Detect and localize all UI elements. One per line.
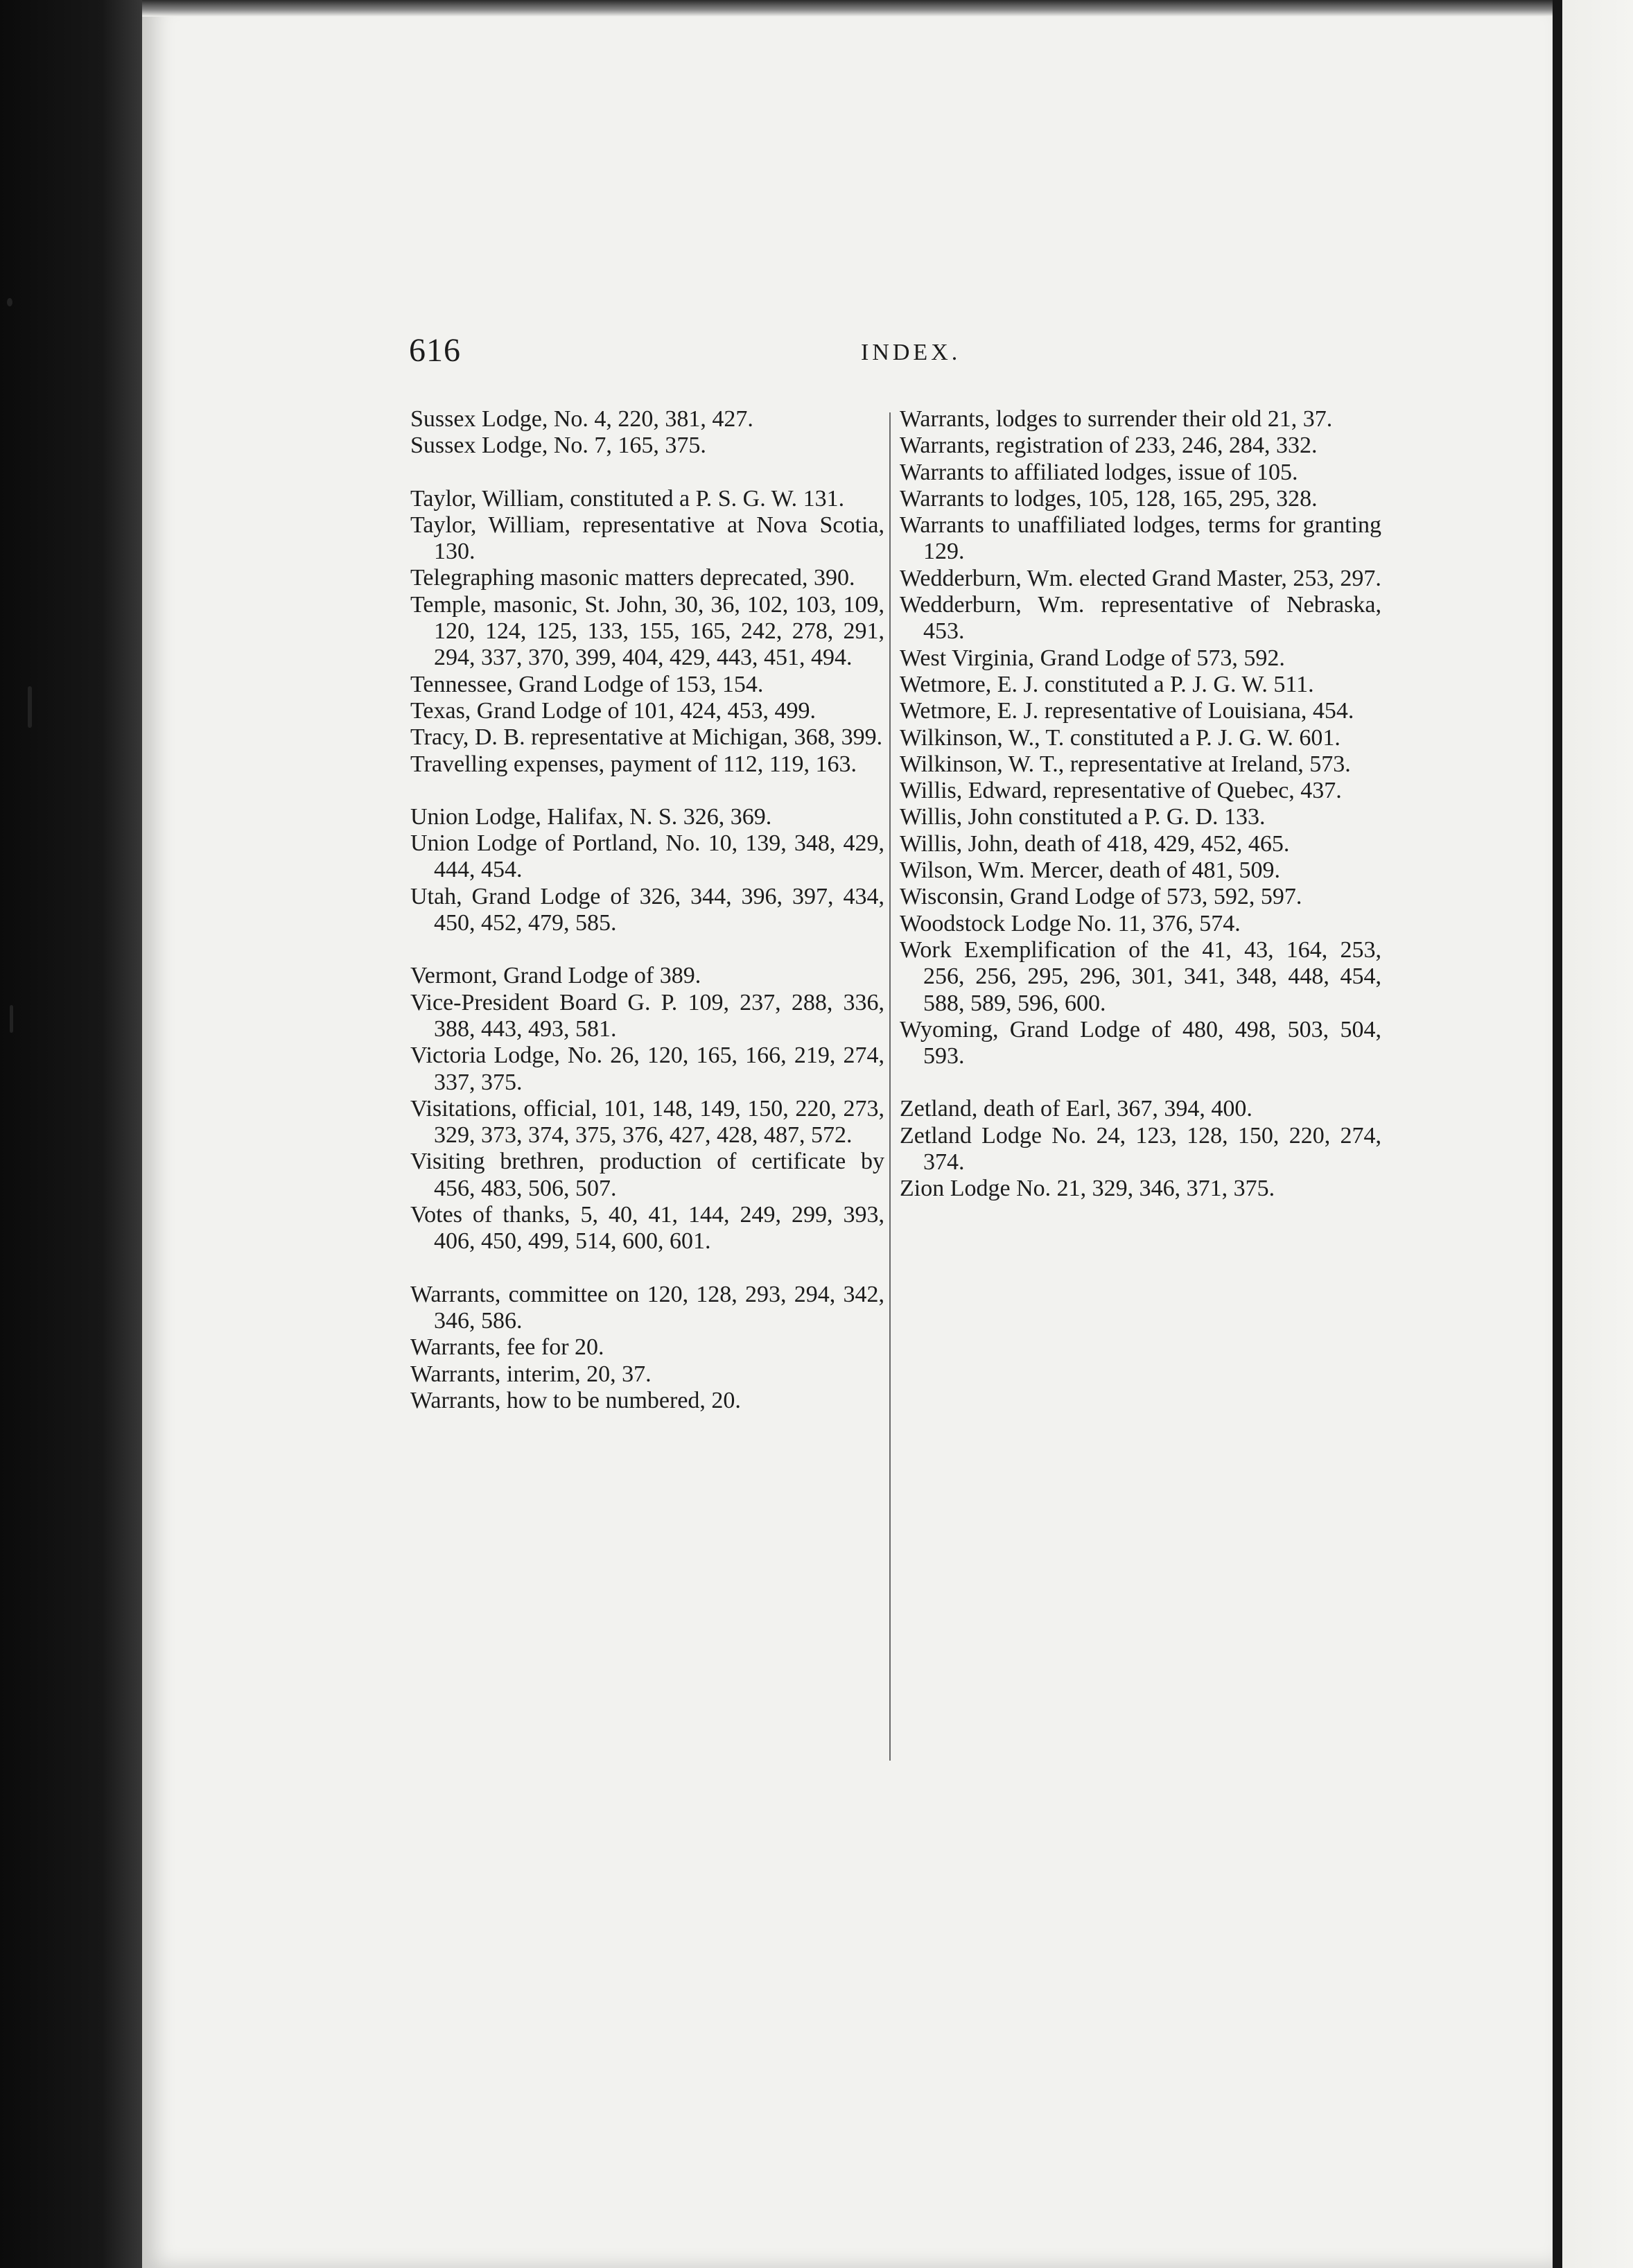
index-entry: Wilson, Wm. Mercer, death of 481, 509.	[900, 857, 1281, 884]
index-entry: Temple, masonic, St. John, 30, 36, 102, 103, 109, 120, 124, 125, 133, 155, 165, 242, 278, 291, 294, 337, 370, 399, 404, 429, 443, 451, 494.	[410, 591, 884, 671]
index-entry: Travelling expenses, payment of 112, 119, 163.	[410, 751, 857, 777]
scan-top-edge	[142, 0, 1556, 17]
index-entry: Warrants, fee for 20.	[410, 1334, 604, 1361]
column-divider	[889, 412, 891, 1761]
index-group-u	[410, 804, 884, 936]
index-group-w	[900, 406, 1381, 1070]
index-entry: Tracy, D. B. representative at Michigan, 368, 399.	[410, 724, 883, 751]
group-spacer	[410, 460, 884, 486]
index-entry: Warrants, registration of 233, 246, 284, 332.	[900, 433, 1318, 459]
index-entry: Sussex Lodge, No. 7, 165, 375.	[410, 433, 706, 459]
index-group-t	[410, 486, 884, 778]
index-entry: Victoria Lodge, No. 26, 120, 165, 166, 219, 274, 337, 375.	[410, 1043, 884, 1095]
index-entry: Warrants to lodges, 105, 128, 165, 295, 328.	[900, 485, 1318, 512]
scan-left-edge	[0, 0, 146, 2268]
index-entry: Warrants, how to be numbered, 20.	[410, 1387, 741, 1413]
scan-right-rule	[1553, 0, 1562, 2268]
index-entry: Warrants, interim, 20, 37.	[410, 1361, 652, 1387]
index-entry: Zion Lodge No. 21, 329, 346, 371, 375.	[900, 1176, 1275, 1202]
index-entry: Willis, John constituted a P. G. D. 133.	[900, 804, 1266, 830]
index-entry: Wedderburn, Wm. representative of Nebraska, 453.	[900, 592, 1381, 645]
index-column-right	[900, 406, 1381, 1203]
index-entry: Zetland Lodge No. 24, 123, 128, 150, 220, 274, 374.	[900, 1122, 1381, 1176]
group-spacer	[410, 936, 884, 963]
index-entry: Warrants, lodges to surrender their old 21, 37.	[900, 406, 1333, 432]
index-entry: Taylor, William, representative at Nova Scotia, 130.	[410, 512, 884, 565]
index-entry: Taylor, William, constituted a P. S. G. W. 131.	[410, 485, 845, 512]
group-spacer	[410, 1255, 884, 1282]
index-entry: Wisconsin, Grand Lodge of 573, 592, 597.	[900, 884, 1302, 910]
index-entry: Union Lodge of Portland, No. 10, 139, 348, 429, 444, 454.	[410, 830, 884, 883]
index-entry: Wilkinson, W. T., representative at Ireland, 573.	[900, 751, 1351, 777]
index-entry: Sussex Lodge, No. 4, 220, 381, 427.	[410, 406, 753, 432]
index-entry: Wedderburn, Wm. elected Grand Master, 253, 297.	[900, 565, 1381, 591]
index-entry: Wilkinson, W., T. constituted a P. J. G. W. 601.	[900, 724, 1341, 751]
index-entry: Zetland, death of Earl, 367, 394, 400.	[900, 1096, 1252, 1122]
index-group-z	[900, 1096, 1381, 1202]
scan-right-margin	[1553, 0, 1633, 2268]
index-entry: Visitations, official, 101, 148, 149, 150, 220, 273, 329, 373, 374, 375, 376, 427, 428, 487, 572.	[410, 1095, 884, 1149]
index-entry: West Virginia, Grand Lodge of 573, 592.	[900, 645, 1285, 671]
index-group-v	[410, 963, 884, 1255]
scan-speck	[10, 1005, 13, 1033]
index-entry: Warrants to affiliated lodges, issue of 105.	[900, 459, 1298, 485]
group-spacer	[900, 1070, 1381, 1096]
index-entry: Texas, Grand Lodge of 101, 424, 453, 499.	[410, 697, 816, 724]
index-entry: Union Lodge, Halifax, N. S. 326, 369.	[410, 803, 772, 830]
index-entry: Telegraphing masonic matters deprecated, 390.	[410, 565, 855, 591]
index-entry: Willis, Edward, representative of Quebec, 437.	[900, 778, 1342, 804]
index-entry: Visiting brethren, production of certificate by 456, 483, 506, 507.	[410, 1149, 884, 1201]
index-group-w	[410, 1282, 884, 1414]
index-entry: Willis, John, death of 418, 429, 452, 465.	[900, 830, 1290, 857]
index-entry: Vice-President Board G. P. 109, 237, 288, 336, 388, 443, 493, 581.	[410, 989, 884, 1042]
index-entry: Vermont, Grand Lodge of 389.	[410, 963, 701, 989]
group-spacer	[410, 778, 884, 804]
index-entry: Wetmore, E. J. representative of Louisiana, 454.	[900, 698, 1354, 724]
index-entry: Warrants, committee on 120, 128, 293, 294, 342, 346, 586.	[410, 1281, 884, 1334]
index-group-s	[410, 406, 884, 460]
index-entry: Woodstock Lodge No. 11, 376, 574.	[900, 910, 1241, 936]
index-column-left	[410, 406, 884, 1414]
scan-speck	[7, 298, 12, 306]
page-number: 616	[409, 332, 461, 369]
scan-speck	[28, 686, 32, 728]
index-entry: Wetmore, E. J. constituted a P. J. G. W. 511.	[900, 671, 1314, 697]
running-head: INDEX.	[861, 340, 961, 365]
index-entry: Work Exemplification of the 41, 43, 164, 253, 256, 256, 295, 296, 301, 341, 348, 448, 454, 588, 589, 596, 600.	[900, 936, 1381, 1016]
index-entry: Utah, Grand Lodge of 326, 344, 396, 397, 434, 450, 452, 479, 585.	[410, 883, 884, 936]
index-entry: Tennessee, Grand Lodge of 153, 154.	[410, 671, 764, 697]
page-header	[409, 331, 1379, 380]
index-entry: Votes of thanks, 5, 40, 41, 144, 249, 299, 393, 406, 450, 499, 514, 600, 601.	[410, 1202, 884, 1255]
index-entry: Warrants to unaffiliated lodges, terms for granting 129.	[900, 512, 1381, 565]
index-entry: Wyoming, Grand Lodge of 480, 498, 503, 504, 593.	[900, 1016, 1381, 1070]
